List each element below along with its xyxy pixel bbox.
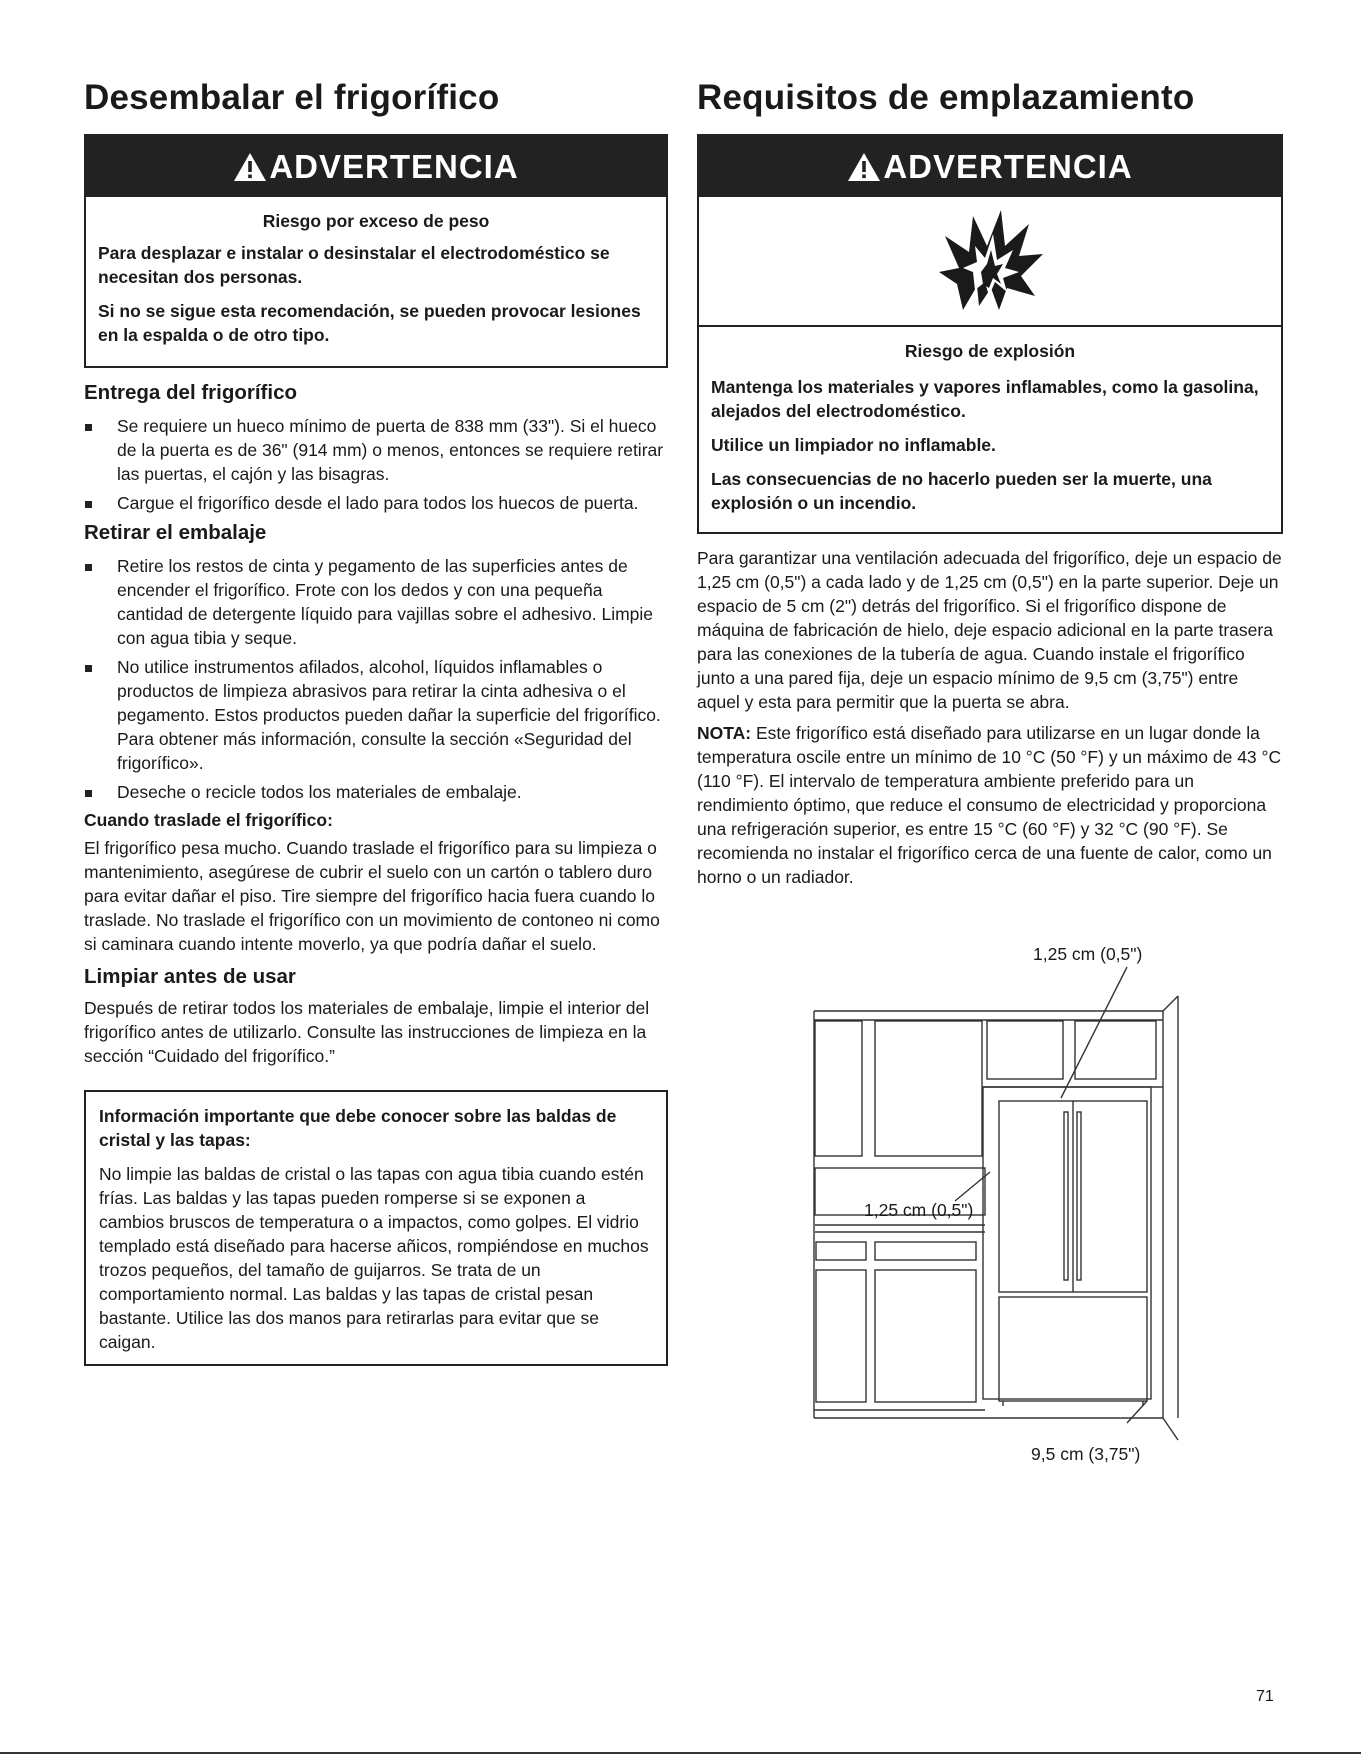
page-title-left: Desembalar el frigorífico [84, 78, 500, 117]
warning-header [699, 136, 1281, 197]
section-heading-moving: Cuando traslade el frigorífico: [84, 810, 333, 830]
weight-warning-box [84, 134, 668, 368]
explosion-icon-area [699, 197, 1281, 327]
warning-header [86, 136, 666, 197]
moving-text: El frigorífico pesa mucho. Cuando traslade el frigorífico para su limpieza o mantenimiento, asegúrese de cubrir el suelo con un cartón o tablero duro para evitar dañar el piso. Tire siempre del frigorífico hacia fuera cuando lo traslade. No traslade el frigorífico con un movimiento de contoneo ni como si caminara cuando intente moverlo, ya que podría dañar el suelo. [84, 838, 660, 954]
warning-paragraph: Las consecuencias de no hacerlo pueden ser la muerte, una explosión o un incendio. [711, 469, 1212, 513]
glass-shelves-info-box [84, 1090, 668, 1366]
section-heading-delivery: Entrega del frigorífico [84, 381, 297, 404]
section-heading-cleaning: Limpiar antes de usar [84, 965, 296, 988]
warning-risk-title: Riesgo por exceso de peso [262, 211, 490, 231]
explosion-icon [935, 206, 1045, 316]
clearance-label-bottom: 9,5 cm (3,75") [1031, 1444, 1141, 1464]
warning-paragraph: Si no se sigue esta recomendación, se pueden provocar lesiones en la espalda o de otro tipo. [98, 301, 641, 345]
clearance-label-top: 1,25 cm (0,5") [1033, 944, 1143, 964]
packaging-list [84, 554, 668, 804]
note-paragraph [697, 721, 1283, 889]
warning-header-text: ADVERTENCIA [269, 147, 519, 185]
page-number: 71 [1256, 1688, 1274, 1705]
delivery-list [84, 414, 668, 515]
page-title-right: Requisitos de emplazamiento [697, 78, 1195, 117]
warning-header-text: ADVERTENCIA [883, 147, 1133, 185]
warning-triangle-icon [233, 152, 267, 182]
info-box-title: Información importante que debe conocer sobre las baldas de cristal y las tapas: [99, 1106, 617, 1150]
list-item: Se requiere un hueco mínimo de puerta de 838 mm (33"). Si el hueco de la puerta es de 36" (914 mm) o menos, entonces se requiere retirar las puertas, el cajón y las bisagras. [84, 414, 668, 486]
left-content [84, 380, 668, 1366]
list-item: Deseche o recicle todos los materiales de embalaje. [84, 780, 668, 804]
cleaning-text: Después de retirar todos los materiales de embalaje, limpie el interior del frigorífico antes de utilizarlo. Consulte las instrucciones de limpieza en la sección “Cuidado del frigorífico.” [84, 998, 650, 1066]
list-item: Cargue el frigorífico desde el lado para todos los huecos de puerta. [84, 491, 668, 515]
clearance-label-side: 1,25 cm (0,5") [864, 1200, 974, 1220]
warning-risk-title: Riesgo de explosión [904, 341, 1076, 361]
ventilation-text: Para garantizar una ventilación adecuada del frigorífico, deje un espacio de 1,25 cm (0,5") a cada lado y de 1,25 cm (0,5") en la parte superior. Deje un espacio de 5 cm (2") detrás del frigorífico. Si el frigorífico dispone de máquina de fabricación de hielo, deje espacio adicional en la parte trasera para las conexiones de la tubería de agua. Cuando instale el frigorífico junto a una pared fija, deje un espacio mínimo de 9,5 cm (3,75") entre aquel y esta para permitir que la puerta se abra. [697, 548, 1282, 712]
list-item: Retire los restos de cinta y pegamento de las superficies antes de encender el frigorífico. Frote con los dedos y con una pequeña cantidad de detergente líquido para vajillas sobre el adhesivo. Limpie con agua tibia y seque. [84, 554, 668, 650]
explosion-warning-box [697, 134, 1283, 534]
right-content [697, 546, 1283, 889]
list-item: No utilice instrumentos afilados, alcohol, líquidos inflamables o productos de limpieza abrasivos para retirar la cinta adhesiva o el pegamento. Estos productos pueden dañar la superficie del frigorífico. Para obtener más información, consulte la sección «Seguridad del frigorífico». [84, 655, 668, 775]
warning-paragraph: Utilice un limpiador no inflamable. [711, 435, 996, 455]
footer-rule [0, 1752, 1361, 1754]
warning-triangle-icon [847, 152, 881, 182]
section-heading-packaging: Retirar el embalaje [84, 521, 267, 544]
note-text: Este frigorífico está diseñado para utilizarse en un lugar donde la temperatura oscile entre un mínimo de 10 °C (50 °F) y un máximo de 43 °C (110 °F). El intervalo de temperatura ambiente preferido para un rendimiento óptimo, que reduce el consumo de electricidad y proporciona una refrigeración superior, es entre 15 °C (60 °F) y 32 °C (90 °F). Se recomienda no instalar el frigorífico cerca de una fuente de calor, como un horno o un radiador. [697, 723, 1282, 887]
warning-paragraph: Mantenga los materiales y vapores inflamables, como la gasolina, alejados del electrodoméstico. [711, 377, 1259, 421]
note-label: NOTA: [697, 723, 752, 743]
warning-paragraph: Para desplazar e instalar o desinstalar el electrodoméstico se necesitan dos personas. [98, 243, 610, 287]
info-box-text: No limpie las baldas de cristal o las tapas con agua tibia cuando estén frías. Las baldas y las tapas pueden romperse si se exponen a cambios bruscos de temperatura o a impactos, como golpes. El vidrio templado está diseñado para hacerse añicos, rompiéndose en muchos trozos pequeños, del tamaño de guijarros. Se trata de un comportamiento normal. Las baldas y las tapas de cristal pesan bastante. Utilice las dos manos para retirarlas para evitar que se caigan. [99, 1164, 649, 1352]
